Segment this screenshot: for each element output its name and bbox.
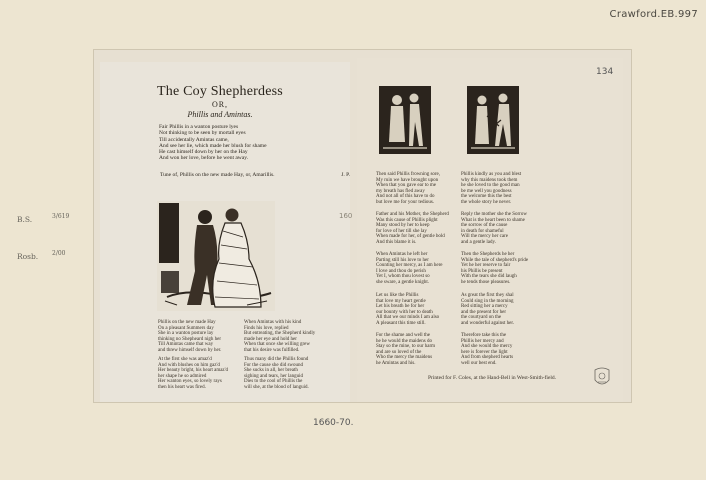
- ballad-tune-line: [160, 172, 350, 178]
- left-column-1b: At the first she was amaz'd And with blushes on him gaz'd Her beauty bright, his heart amaz'd her shape he so admired Her wanton eyes, so lovely rays then his heart was fired.: [158, 357, 229, 390]
- right-column-1c: When Amintas he left her Parting still his love to her Counting her mercy, as I am here I love and thou do perish Yet I, whom thou lovest so she sware, a gentle knight.: [376, 252, 443, 285]
- couple-woodcut: [157, 201, 275, 311]
- right-column-1b: Father and his Mother, the Shepherd Was this cause of Phillis plight Many stood by her to keep for love of her till she lay When made for her, of gentle bold And this blame it is.: [376, 212, 449, 245]
- right-column-2c: Then the Shepherds he her While the tale of shepherd's pride Yet he her reserve to fair his Phillis be present With the tears she did laugh he tends those pleasures.: [461, 252, 529, 285]
- right-column-2: Phillis kindly as you and blest why this maidens took them he she loved to the good man be me well you goodness the welcome this the best the whole story he never.: [461, 172, 522, 205]
- margin-note-2: [17, 252, 38, 261]
- ballad-subtitle: Phillis and Amintas.: [187, 110, 253, 119]
- margin-note-2-value: 2/00: [52, 250, 66, 257]
- right-column-2b: Reply the mother she the Sorrow What is the heart been to shame the sorrow of the cause in death for shameful Will the mercy her care and a gentle lady.: [461, 212, 527, 245]
- ballad-or: OR,: [211, 100, 229, 109]
- woodcut-right-panel: [467, 86, 519, 154]
- margin-note-2-label: Rosb.: [17, 252, 39, 261]
- right-column-1d: Let us like the Phillis that love my heart gentle Let his breath be for her our bounty with her to death All that we our minds I am also A pleasant this time still.: [376, 293, 440, 326]
- right-column-2e: Therefore take this the Phillis her mercy and And she would the mercy here is forever the light And from shepherd hearts well our best end.: [461, 333, 514, 366]
- margin-note-1-label: B.S.: [17, 215, 33, 224]
- right-column-1: Then said Phillis frowning sore, My ruin we have brought upon When that you gave ear to me my breath has fled away And not all of this have to do but love me for your tedious.: [376, 172, 441, 205]
- folio-middle-number: 160: [339, 212, 353, 220]
- tune-text: Tune of, Phillis on the new made Hay, or, Amarillis.: [160, 172, 275, 178]
- margin-note-2-value-box: [52, 250, 65, 257]
- date-note: 1660-70.: [313, 418, 354, 428]
- right-column-1e: For the shame and well the he he would the maidens do Stay so the mine, to our harm and are so loved of the Who the mercy the maidens he Amintas and his.: [376, 333, 436, 366]
- left-column-1: Phillis on the new made Hay On a pleasant Summers day She in a wanton posture lay thinking no Shepheard nigh her Till Amintas came that way and threw himself down by her.: [158, 320, 222, 353]
- right-column-2d: As great the first they shal Could sing in the morning Red sitting her a mercy and the present for her the courtyard on the and wonderful against her.: [461, 293, 515, 326]
- author-initials: J. P.: [341, 172, 350, 178]
- woodcut-left-panel: [379, 86, 431, 154]
- library-stamp-icon: [592, 366, 612, 390]
- left-column-2b: Thus many did the Phillis found For the cause she did swound She sucks in all, her breath sighing and tears, her languid Dies to the cool of Phillis the will she, at the blood of languid.: [244, 357, 309, 390]
- ballad-verse: Fair Phillis in a wanton posture lyes Not thinking to be seen by mortall eyes Till accidentally Amintas came, And see her lie, which made her blush for shame He cast himself down by her on the Hay And won her love, before he went away.: [159, 124, 267, 162]
- margin-note-1: [17, 215, 32, 224]
- left-column-2: When Amintas with his kind Finds his love, replied But entreating, the Shepherd kindly made her eye and hold her When that once she willing grew that his desire was fulfilled.: [244, 320, 316, 353]
- imprint-line: Printed for F. Coles, at the Hand-Bell in West-Smith-field.: [427, 375, 557, 381]
- folio-number: 134: [596, 67, 614, 77]
- ballad-title: The Coy Shepherdess: [157, 84, 283, 99]
- catalog-reference: Crawford.EB.997: [609, 9, 698, 20]
- margin-note-1-value-box: [52, 213, 69, 220]
- margin-note-1-value: 3/619: [52, 213, 70, 220]
